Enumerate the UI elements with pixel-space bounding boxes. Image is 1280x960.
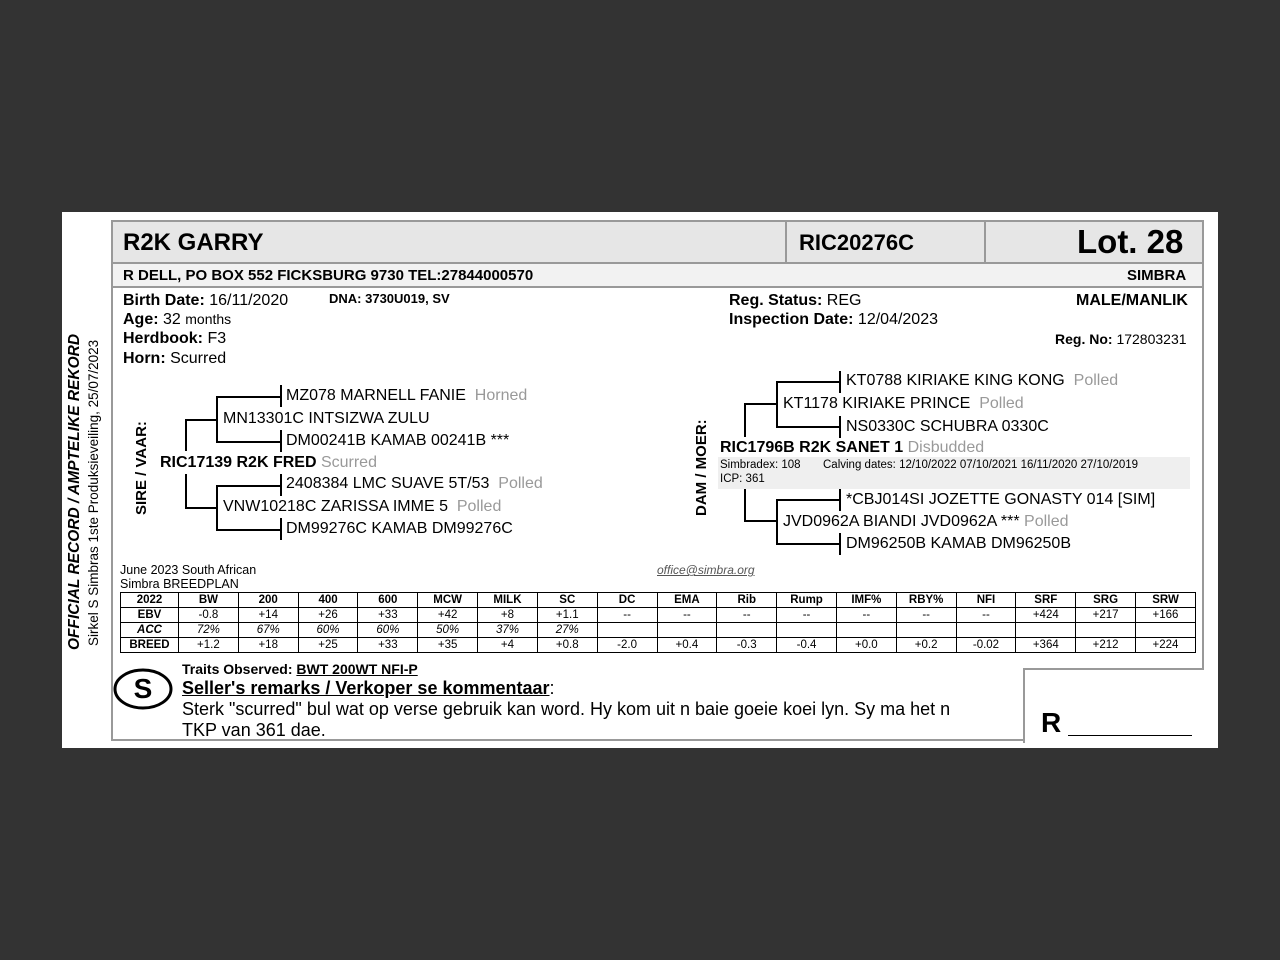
- table-cell: +212: [1076, 638, 1136, 653]
- email-link[interactable]: office@simbra.org: [657, 563, 755, 577]
- dam-name: RIC1796B R2K SANET 1 Disbudded: [720, 439, 985, 456]
- table-header-cell: RBY%: [896, 593, 956, 608]
- sire-dam: VNW10218C ZARISSA IMME 5 Polled: [223, 498, 502, 515]
- table-cell: --: [657, 608, 717, 623]
- sire-name: RIC17139 R2K FRED Scurred: [160, 454, 377, 471]
- table-header-cell: EMA: [657, 593, 717, 608]
- breeder-address: R DELL, PO BOX 552 FICKSBURG 9730 TEL:27844000570: [123, 267, 534, 284]
- table-row-acc: [121, 623, 1196, 638]
- table-header-cell: BW: [179, 593, 239, 608]
- table-cell: +217: [1076, 608, 1136, 623]
- remarks-line2: TKP van 361 dae.: [182, 720, 326, 740]
- table-cell: [956, 623, 1016, 638]
- herdbook: Herdbook: F3: [123, 330, 227, 347]
- table-cell: +0.0: [836, 638, 896, 653]
- table-cell: [1076, 623, 1136, 638]
- reg-status: Reg. Status: REG: [729, 292, 862, 309]
- table-cell: +364: [1016, 638, 1076, 653]
- dam-dam-dam: DM96250B KAMAB DM96250B: [846, 535, 1071, 552]
- table-cell: --: [597, 608, 657, 623]
- remarks-heading: Seller's remarks / Verkoper se kommentaar:: [182, 678, 555, 698]
- sex-label: MALE/MANLIK: [1076, 292, 1188, 309]
- table-header-cell: Rib: [717, 593, 777, 608]
- sire-sire-sire: MZ078 MARNELL FANIE Horned: [286, 387, 528, 404]
- birth-date: Birth Date: 16/11/2020: [123, 292, 289, 309]
- table-row-breed: [121, 638, 1196, 653]
- animal-name: R2K GARRY: [123, 229, 264, 256]
- table-header-cell: 400: [298, 593, 358, 608]
- dam-calving-dates: Calving dates: 12/10/2022 07/10/2021 16/11/2020 27/10/2019: [823, 459, 1139, 471]
- sire-sire: MN13301C INTSIZWA ZULU: [223, 410, 430, 427]
- table-cell: [896, 623, 956, 638]
- table-header-cell: NFI: [956, 593, 1016, 608]
- table-row-label: EBV: [121, 608, 179, 623]
- lot-number: Lot. 28: [1077, 223, 1184, 260]
- table-cell: +0.4: [657, 638, 717, 653]
- dam-simbradex: Simbradex: 108: [720, 459, 801, 471]
- horn-status: Horn: Scurred: [123, 350, 227, 367]
- dna-info: DNA: 3730U019, SV: [329, 291, 450, 306]
- table-cell: +26: [298, 608, 358, 623]
- inspection-date: Inspection Date: 12/04/2023: [729, 311, 938, 328]
- table-cell: [657, 623, 717, 638]
- breed-label: SIMBRA: [1127, 267, 1187, 284]
- dam-sire-sire: KT0788 KIRIAKE KING KONG Polled: [846, 372, 1119, 389]
- table-header-cell: MILK: [478, 593, 538, 608]
- table-cell: +35: [418, 638, 478, 653]
- table-year-cell: 2022: [121, 593, 179, 608]
- dam-dam-sire: *CBJ014SI JOZETTE GONASTY 014 [SIM]: [846, 491, 1156, 508]
- official-record-label: OFFICIAL RECORD / AMPTELIKE REKORD: [66, 333, 83, 650]
- table-cell: +0.8: [537, 638, 597, 653]
- table-cell: --: [896, 608, 956, 623]
- table-header-cell: MCW: [418, 593, 478, 608]
- breedplan-table: [120, 592, 1196, 653]
- table-cell: -0.4: [777, 638, 837, 653]
- sire-dam-dam: DM99276C KAMAB DM99276C: [286, 520, 513, 537]
- age: Age: 32 months: [123, 311, 232, 328]
- title-row: [113, 222, 1202, 264]
- remarks-line1: Sterk "scurred" bul wat op verse gebruik kan word. Hy kom uit n baie goeie koei lyn. Sy ma het n: [182, 699, 951, 719]
- signature-line: [1068, 735, 1192, 736]
- table-cell: 27%: [537, 623, 597, 638]
- table-cell: 72%: [179, 623, 239, 638]
- animal-reg-id: RIC20276C: [799, 230, 914, 255]
- table-cell: +25: [298, 638, 358, 653]
- table-cell: -2.0: [597, 638, 657, 653]
- table-header-cell: SC: [537, 593, 597, 608]
- sire-dam-sire: 2408384 LMC SUAVE 5T/53 Polled: [286, 475, 543, 492]
- table-cell: +33: [358, 638, 418, 653]
- table-cell: [1136, 623, 1196, 638]
- breedplan-source-line1: June 2023 South African: [120, 563, 257, 577]
- table-cell: [717, 623, 777, 638]
- table-cell: +224: [1136, 638, 1196, 653]
- table-row-label: BREED: [121, 638, 179, 653]
- table-cell: +1.2: [179, 638, 239, 653]
- table-header-cell: Rump: [777, 593, 837, 608]
- svg-text:S: S: [133, 673, 153, 704]
- table-cell: --: [956, 608, 1016, 623]
- auction-label: Sirkel S Simbras 1ste Produksieveiling, 25/07/2023: [86, 339, 101, 646]
- table-row-label: ACC: [121, 623, 179, 638]
- sire-label: SIRE / VAAR:: [133, 421, 150, 515]
- dam-icp: ICP: 361: [720, 473, 765, 485]
- table-cell: +0.2: [896, 638, 956, 653]
- table-header-row: [121, 593, 1196, 608]
- table-cell: +14: [238, 608, 298, 623]
- title-divider: [785, 222, 787, 262]
- table-header-cell: 600: [358, 593, 418, 608]
- table-cell: [597, 623, 657, 638]
- table-cell: +4: [478, 638, 538, 653]
- table-cell: +18: [238, 638, 298, 653]
- table-cell: -0.3: [717, 638, 777, 653]
- table-cell: +8: [478, 608, 538, 623]
- table-cell: -0.02: [956, 638, 1016, 653]
- table-cell: --: [717, 608, 777, 623]
- table-header-cell: DC: [597, 593, 657, 608]
- table-cell: 37%: [478, 623, 538, 638]
- simbra-logo: [112, 664, 174, 714]
- table-cell: [777, 623, 837, 638]
- table-cell: +42: [418, 608, 478, 623]
- table-cell: +166: [1136, 608, 1196, 623]
- table-cell: 67%: [238, 623, 298, 638]
- dam-label: DAM / MOER:: [693, 419, 710, 516]
- reg-number: Reg. No: 172803231: [1055, 331, 1187, 347]
- table-cell: [836, 623, 896, 638]
- lot-divider: [984, 222, 986, 262]
- table-cell: --: [777, 608, 837, 623]
- sire-sire-dam: DM00241B KAMAB 00241B ***: [286, 432, 510, 449]
- table-header-cell: IMF%: [836, 593, 896, 608]
- dam-dam: JVD0962A BIANDI JVD0962A *** Polled: [783, 513, 1069, 530]
- traits-observed: Traits Observed: BWT 200WT NFI-P: [182, 661, 418, 677]
- table-header-cell: SRG: [1076, 593, 1136, 608]
- table-cell: +1.1: [537, 608, 597, 623]
- dam-sire-dam: NS0330C SCHUBRA 0330C: [846, 418, 1049, 435]
- table-cell: +424: [1016, 608, 1076, 623]
- table-header-cell: SRF: [1016, 593, 1076, 608]
- signature-label: R: [1041, 707, 1062, 738]
- table-cell: -0.8: [179, 608, 239, 623]
- table-header-cell: 200: [238, 593, 298, 608]
- table-row-ebv: [121, 608, 1196, 623]
- table-cell: [1016, 623, 1076, 638]
- table-cell: +33: [358, 608, 418, 623]
- dam-sire: KT1178 KIRIAKE PRINCE Polled: [783, 395, 1024, 412]
- table-header-cell: SRW: [1136, 593, 1196, 608]
- table-cell: 60%: [298, 623, 358, 638]
- table-cell: 60%: [358, 623, 418, 638]
- breedplan-source-line2: Simbra BREEDPLAN: [120, 577, 239, 591]
- table-cell: 50%: [418, 623, 478, 638]
- table-cell: --: [836, 608, 896, 623]
